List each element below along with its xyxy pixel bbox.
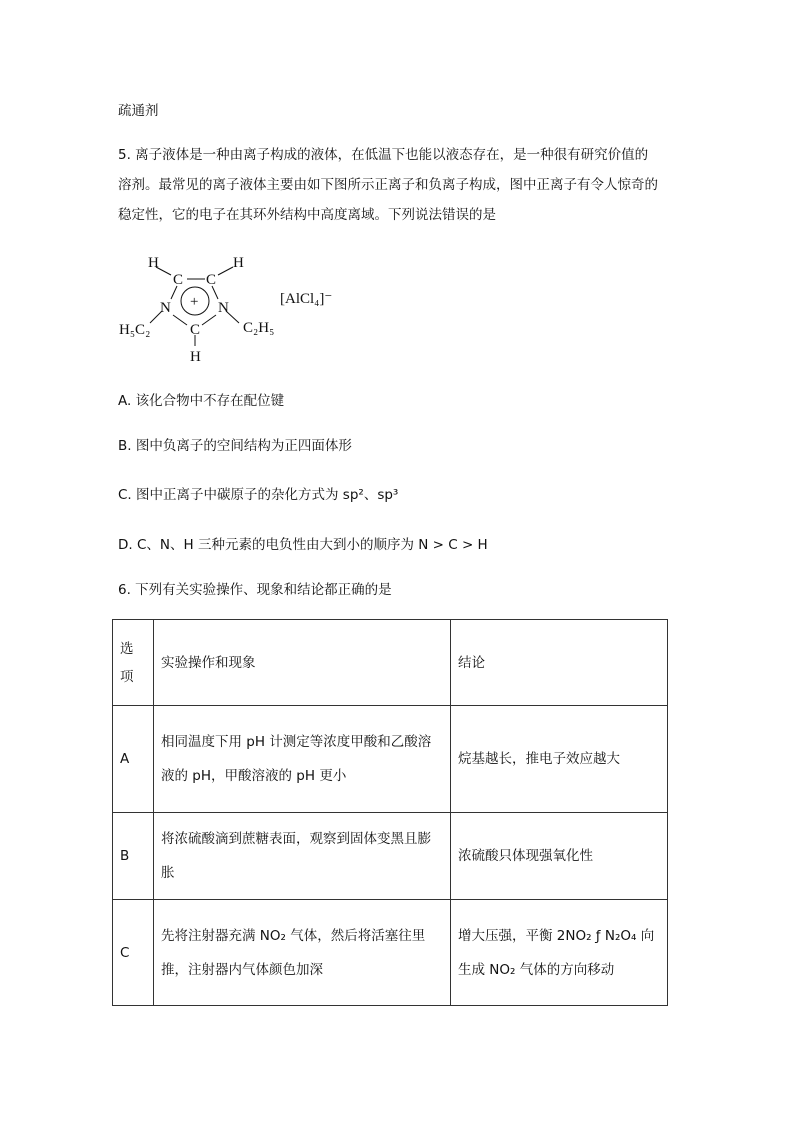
row-a-option: A bbox=[113, 706, 154, 813]
row-a-operation: 相同温度下用 pH 计测定等浓度甲酸和乙酸溶液的 pH，甲酸溶液的 pH 更小 bbox=[154, 706, 451, 813]
row-b-conclusion: 浓硫酸只体现强氧化性 bbox=[451, 813, 668, 900]
atom-h-top-right: H bbox=[233, 255, 244, 271]
table-header-row bbox=[113, 620, 668, 706]
ethyl-right: C₂H₅ bbox=[243, 320, 275, 336]
atom-n-left: N bbox=[160, 300, 171, 316]
row-b-option: B bbox=[113, 813, 154, 900]
question-6-stem: 6. 下列有关实验操作、现象和结论都正确的是 bbox=[118, 582, 392, 598]
header-fragment: 疏通剂 bbox=[118, 103, 159, 119]
row-b-operation: 将浓硫酸滴到蔗糖表面，观察到固体变黑且膨胀 bbox=[154, 813, 451, 900]
q5-line-2: 溶剂。最常见的离子液体主要由如下图所示正离子和负离子构成，图中正离子有令人惊奇的 bbox=[118, 177, 658, 193]
row-c-conclusion: 增大压强，平衡 2NO₂ ƒ N₂O₄ 向生成 NO₂ 气体的方向移动 bbox=[451, 900, 668, 1006]
atom-h-top-left: H bbox=[148, 255, 159, 271]
bond-h-c-right bbox=[218, 267, 233, 275]
option-d: D. C、N、H 三种元素的电负性由大到小的顺序为 N > C > H bbox=[118, 537, 488, 553]
q5-line-3: 稳定性，它的电子在其环外结构中高度离域。下列说法错误的是 bbox=[118, 207, 496, 223]
imidazolium-structure-figure bbox=[115, 248, 355, 373]
ethyl-left: H₅C₂ bbox=[119, 322, 151, 338]
option-c: C. 图中正离子中碳原子的杂化方式为 sp²、sp³ bbox=[118, 487, 399, 503]
q5-line-1: 5. 离子液体是一种由离子构成的液体，在低温下也能以液态存在，是一种很有研究价值的 bbox=[118, 147, 649, 163]
table-row bbox=[113, 813, 668, 900]
atom-c-bottom: C bbox=[190, 322, 201, 338]
table-row bbox=[113, 706, 668, 813]
atom-c-top-left: C bbox=[173, 272, 184, 288]
option-b: B. 图中负离子的空间结构为正四面体形 bbox=[118, 438, 352, 454]
header-option: 选项 bbox=[113, 620, 154, 706]
row-c-operation: 先将注射器充满 NO₂ 气体，然后将活塞往里推，注射器内气体颜色加深 bbox=[154, 900, 451, 1006]
experiment-table bbox=[112, 619, 668, 1006]
bond-n-c-bottom-right bbox=[202, 315, 216, 325]
row-c-option: C bbox=[113, 900, 154, 1006]
atom-h-bottom: H bbox=[190, 349, 201, 365]
header-operation: 实验操作和现象 bbox=[154, 620, 451, 706]
anion-label: [AlCl₄]⁻ bbox=[280, 291, 333, 307]
atom-n-right: N bbox=[218, 300, 229, 316]
ring-charge-plus: + bbox=[190, 294, 199, 310]
bond-n-c-bottom-left bbox=[173, 315, 187, 325]
option-a: A. 该化合物中不存在配位键 bbox=[118, 393, 285, 409]
row-a-conclusion: 烷基越长，推电子效应越大 bbox=[451, 706, 668, 813]
atom-c-top-right: C bbox=[206, 272, 217, 288]
question-5-stem bbox=[118, 140, 678, 230]
header-conclusion: 结论 bbox=[451, 620, 668, 706]
table-row bbox=[113, 900, 668, 1006]
